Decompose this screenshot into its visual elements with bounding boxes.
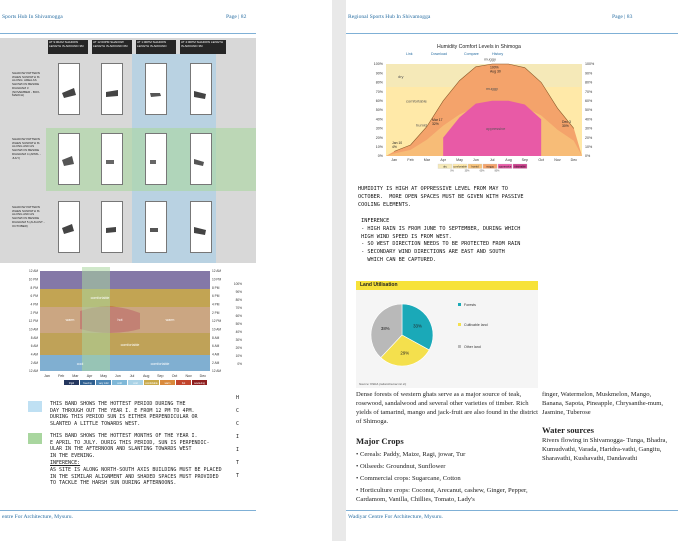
sun-legend-label: cool — [133, 381, 138, 385]
sun-right-tick: 2 PM — [212, 310, 220, 315]
humidity-y-tick-right: 90% — [585, 71, 593, 76]
pie-legend-label: Other land — [464, 345, 481, 349]
humidity-y-tick-right: 40% — [585, 117, 593, 122]
sun-right-tick: 10 AM — [212, 327, 222, 332]
humidity-month-label: Oct — [538, 158, 544, 162]
sun-left-tick: 6 AM — [30, 344, 38, 349]
blue-band-legend-swatch — [28, 401, 42, 412]
humidity-note: HUMIDITY IS HIGH AT OPPRESSIVE LEVEL FROM MAY TO OCTOBER. MORE OPEN SPACES MUST BE GIVEN WITH PASSIVE COOLING ELEMENTS. — [358, 186, 524, 208]
land-pie-svg — [356, 290, 538, 388]
crop-item-1: • Cereals: Paddy, Maize, Ragi, jowar, Tur — [356, 451, 466, 458]
sun-right-tick: 4 PM — [212, 302, 220, 307]
shadow-mark-r1c1 — [62, 88, 76, 98]
green-band-legend-swatch — [28, 433, 42, 444]
sun-left-tick: 4 AM — [30, 352, 38, 357]
humidity-y-tick-right: 60% — [585, 99, 593, 103]
humidity-month-label: Dec — [570, 158, 578, 162]
sun-band-label: cool — [76, 362, 84, 366]
humidity-band-label: humid — [416, 122, 427, 128]
humidity-y-tick-left: 70% — [375, 89, 383, 94]
water-sources-heading: Water sources — [542, 425, 594, 435]
shadow-col-header-3: AT 1:00PM SHADOW LENGTH IS AROUND — [136, 40, 176, 54]
humidity-annotation-label: 100% — [490, 65, 499, 70]
edge-letter-6: T — [236, 460, 240, 466]
edge-letter-2: C — [236, 408, 240, 414]
humidity-annotation-label: Mar 17 — [432, 118, 443, 123]
shadow-mark-r2c4 — [194, 159, 204, 166]
humidity-legend-label: dry — [443, 165, 447, 169]
sun-legend-label: comfortable — [145, 381, 158, 385]
humidity-y-tick-right: 50% — [585, 108, 593, 113]
pie-slice-label: 33% — [413, 323, 422, 329]
humidity-legend-label: comfortable — [453, 165, 467, 169]
right-footer-rule — [346, 510, 678, 511]
sun-right-tick: 6 AM — [212, 344, 220, 349]
edge-letter-4: I — [236, 434, 240, 440]
humidity-band-label: comfortable — [406, 98, 427, 104]
sun-band-label: warm — [165, 318, 175, 322]
humidity-annotation-value: Aug 30 — [490, 69, 501, 74]
humidity-legend-value: 0% — [450, 169, 454, 173]
shadow-mark-r3c3 — [150, 228, 158, 232]
shadow-row-label-3: SHADOW PATTERN WHEN SUNPATH IS ALONG AND AS SHOWN IN BESIDE DIAGRAM 5 (AUGUST - OCTOBER) — [12, 205, 45, 228]
edge-letter-3: C — [236, 421, 240, 427]
shadow-mark-r2c1 — [62, 156, 74, 166]
toolbar-download[interactable]: Download — [431, 52, 447, 56]
sun-right-tick: 4 AM — [212, 352, 220, 357]
shadow-col-header-4: AT 4:00PM SHADOW LENGTH IS AROUND 3M — [180, 40, 226, 54]
sun-left-tick: 12 AM — [28, 269, 38, 274]
sun-left-tick: 12 AM — [28, 369, 38, 374]
humidity-legend-value: 60% — [479, 169, 485, 173]
left-footer: entre For Architecture, Mysuru. — [2, 514, 73, 520]
humidity-chart-title: Humidity Comfort Levels in Shimoga — [437, 44, 521, 50]
shadow-mark-r3c4 — [194, 227, 206, 235]
left-header-rule — [0, 33, 256, 34]
sun-legend-label: warm — [164, 381, 171, 385]
toolbar-compare[interactable]: Compare — [464, 52, 479, 56]
sun-right-tick: 8 PM — [212, 285, 220, 290]
toolbar-history[interactable]: History — [492, 52, 504, 56]
humidity-annotation-value: 30% — [562, 123, 569, 128]
edge-letter-5: I — [236, 447, 240, 453]
left-header-page-number: Page | 82 — [226, 14, 247, 20]
sun-legend-label: cold — [117, 381, 122, 385]
humidity-band-label: muggy — [486, 85, 499, 91]
sun-legend-label: sweltering — [194, 381, 205, 385]
humidity-month-label: Jan — [391, 158, 398, 162]
humidity-y-tick-left: 20% — [375, 135, 383, 140]
sun-right-tick: 2 AM — [212, 360, 220, 365]
sun-month-label: Oct — [171, 374, 178, 378]
humidity-y-tick-right: 0% — [585, 154, 591, 159]
col1-intro: Dense forests of western ghats serve as a major source of teak, rosewood, sandalwood and several other varieties of timber. Rich yields of tamarind, mango and jack-fruit are also found in the district of Shimoga. — [356, 391, 539, 425]
shadow-mark-r2c2 — [106, 160, 114, 164]
humidity-y-tick-right: 80% — [585, 80, 593, 85]
sun-pct-tick: 0% — [237, 362, 242, 366]
humidity-month-label: Jul — [489, 158, 495, 162]
left-inference-text: AS SITE IS ALONG NORTH-SOUTH AXIS BUILDING MUST BE PLACED IN THE SIMILAR ALIGNMENT AND SHADED SPACES MUST PROVIDED TO TACKLE THE HARSH SUN DURING AFTERNOONS. — [50, 467, 222, 487]
sun-temperature-chart — [14, 267, 244, 390]
sun-left-tick: 6 PM — [30, 294, 38, 299]
sun-band-label: comfortable — [150, 362, 170, 366]
crop-item-3: • Commercial crops: Sugarcane, Cotton — [356, 475, 461, 482]
pie-source: Source: KSDA (raitamitra.kar.nic.in) — [359, 382, 407, 386]
sun-pct-tick: 10% — [235, 354, 242, 358]
shadow-mark-r2c3 — [150, 160, 156, 164]
humidity-month-label: Sep — [521, 158, 529, 162]
humidity-annotation-value: 32% — [432, 122, 439, 127]
sun-band-label: comfortable — [120, 343, 140, 347]
shadow-marks — [0, 38, 256, 263]
sun-month-label: Sep — [157, 374, 164, 378]
right-footer: Wadiyar Centre For Architecture, Mysuru. — [348, 514, 443, 520]
humidity-month-label: Aug — [505, 158, 512, 162]
humidity-month-label: Apr — [440, 158, 446, 162]
humidity-band-label: muggy — [484, 56, 497, 62]
crop-item-4: • Horticulture crops: Coconut, Arecanut, cashew, Ginger, Pepper, Cardamom, Vanilla, Chillies, Tomato, Lady's — [356, 487, 528, 503]
cropped-edge-letters — [236, 392, 239, 483]
sun-left-tick: 8 AM — [30, 335, 38, 340]
sun-right-tick: 12 PM — [212, 319, 222, 324]
blue-band-note: THIS BAND SHOWS THE HOTTEST PERIOD DURING THE DAY THROUGH OUT THE YEAR I. E FROM 12 PM TO 4PM. DURING THIS PERIOD SUN IS EITHER PERPENDICULAR OR SLANTED A LITTLE TOWARDS WEST. — [50, 401, 198, 427]
sun-green-overlay — [82, 267, 110, 371]
humidity-legend-value: 80% — [494, 169, 500, 173]
left-footer-rule — [0, 510, 256, 511]
sun-pct-tick: 70% — [235, 306, 242, 310]
pie-slice-label: 29% — [400, 350, 410, 356]
sun-band-label: hot — [117, 318, 123, 322]
pie-legend-swatch — [458, 345, 461, 348]
humidity-legend-label: oppressive — [498, 165, 512, 169]
land-utilisation-title: Land Utilisation — [356, 281, 538, 290]
land-utilisation-panel — [356, 281, 538, 388]
sun-pct-tick: 100% — [233, 282, 242, 286]
sun-month-label: Mar — [72, 374, 79, 378]
sun-legend-label: very cold — [98, 381, 109, 385]
humidity-y-tick-left: 0% — [377, 154, 383, 159]
sun-band-label: comfortable — [90, 296, 110, 300]
sun-left-tick: 10 AM — [28, 327, 38, 332]
shadow-pattern-table — [0, 38, 256, 263]
right-header-page-number: Page | 83 — [612, 14, 633, 20]
edge-letter-7: T — [236, 473, 240, 479]
toolbar-link[interactable]: Link — [406, 52, 413, 56]
sun-right-tick: 8 AM — [212, 335, 220, 340]
shadow-col-header-1: AT 9:00AM SHADOW LENGTH IS AROUND 3M — [48, 40, 88, 54]
sun-month-label: Jan — [44, 374, 50, 378]
sun-pct-tick: 50% — [235, 322, 242, 326]
humidity-legend-label: humid — [471, 165, 479, 169]
right-page — [346, 0, 678, 541]
sun-band-dawn — [40, 355, 210, 371]
sun-month-label: Aug — [142, 374, 150, 378]
humidity-month-label: Nov — [554, 158, 561, 162]
shadow-mark-r1c4 — [194, 91, 206, 99]
right-header-title: Regional Sports Hub In Shivamogga — [348, 14, 431, 20]
sun-month-label: Nov — [185, 374, 192, 378]
shadow-mark-r3c1 — [62, 224, 74, 234]
sun-month-label: Jun — [114, 374, 121, 378]
sun-month-label: Apr — [86, 374, 93, 378]
sun-pct-tick: 40% — [235, 330, 242, 334]
sun-band-label: warm — [65, 318, 75, 322]
humidity-y-tick-left: 40% — [375, 117, 383, 122]
humidity-y-tick-left: 80% — [375, 80, 383, 85]
humidity-y-tick-right: 100% — [585, 62, 595, 67]
sun-right-tick: 10 PM — [212, 277, 222, 282]
humidity-y-tick-left: 90% — [375, 71, 383, 76]
sun-chart-svg — [14, 267, 244, 390]
left-header-title: Sports Hub In Shivamogga — [2, 14, 63, 20]
humidity-chart — [356, 40, 602, 173]
humidity-legend-label: miserable — [514, 165, 526, 169]
green-band-note: THIS BAND SHOWS THE HOTTEST MONTHS OF THE YEAR I. E APRIL TO JULY. DURIG THIS PERIOD, SUN IS PERPENDIC- ULAR IN THE AFTERNOON AND SLANTING TOWARDS WEST IN THE EVENING. — [50, 433, 210, 459]
right-header-rule — [346, 33, 678, 34]
water-sources-text: Rivers flowing in Shivamogga- Tunga, Bhadra, Kumudvathi, Varada, Haridra-vathi, Gangitu, Sharavathi, Kushavathi, Dandavathi — [542, 437, 668, 462]
humidity-annotation-value: 4% — [392, 145, 397, 150]
sun-month-label: Dec — [199, 374, 207, 378]
shadow-mark-r3c2 — [106, 227, 116, 233]
sun-left-tick: 2 AM — [30, 360, 38, 365]
humidity-band-label: dry — [398, 73, 404, 79]
sun-legend-label: freezing — [83, 381, 92, 385]
humidity-y-tick-right: 30% — [585, 126, 593, 131]
humidity-y-tick-left: 100% — [373, 62, 383, 67]
humidity-annotation-label: Dec 3 — [562, 119, 571, 124]
humidity-chart-svg — [356, 40, 602, 173]
sun-month-label: Jul — [129, 374, 135, 378]
right-inference: INFERENCE - HIGH RAIN IS FROM JUNE TO SEPTEMBER, DURING WHICH HIGH WIND SPEED IS FROM WEST. - SO WEST DIRECTION NEEDS TO BE PROTECTED FROM RAIN - SECONDARY WIND DIRECTIONS ARE EAST AND SOUTH WHICH CAN BE CAPTURED. — [361, 218, 521, 263]
pie-legend-swatch — [458, 303, 461, 306]
sun-pct-tick: 90% — [235, 290, 242, 294]
humidity-y-tick-right: 10% — [585, 145, 593, 149]
sun-month-label: May — [100, 374, 108, 378]
humidity-annotation-label: Jan 10 — [392, 141, 403, 146]
humidity-y-tick-left: 60% — [375, 99, 383, 103]
sun-legend-label: frigid — [68, 381, 75, 385]
pie-legend-label: Cultivable land — [464, 323, 488, 327]
sun-left-tick: 10 PM — [28, 277, 38, 282]
humidity-month-label: Mar — [423, 158, 430, 162]
shadow-mark-r1c3 — [150, 93, 161, 97]
sun-pct-tick: 60% — [235, 314, 242, 318]
sun-band-evening — [40, 289, 210, 307]
shadow-mark-r1c2 — [106, 90, 118, 97]
humidity-y-tick-left: 50% — [375, 108, 383, 113]
sun-left-tick: 4 PM — [30, 302, 38, 307]
humidity-month-label: Feb — [407, 158, 414, 162]
pie-slice-label: 38% — [380, 325, 390, 331]
pie-legend-label: Forests — [464, 303, 476, 307]
humidity-legend-label: muggy — [486, 165, 494, 169]
sun-left-tick: 12 PM — [28, 319, 38, 324]
humidity-y-tick-left: 10% — [375, 145, 383, 149]
sun-legend-label: hot — [181, 381, 186, 385]
pie-legend-swatch — [458, 323, 461, 326]
edge-letter-1: H — [236, 395, 240, 401]
humidity-y-tick-right: 70% — [585, 89, 593, 94]
sun-right-tick: 6 PM — [212, 294, 220, 299]
sun-pct-tick: 20% — [235, 346, 242, 350]
col2-intro: finger, Watermelon, Muskmelon, Mango, Banana, Sapota, Pineapple, Chrysanthe-mum, Jasmine, Tuberose — [542, 391, 664, 416]
humidity-month-label: May — [456, 158, 463, 162]
sun-right-tick: 12 AM — [212, 369, 222, 374]
humidity-y-tick-right: 20% — [585, 135, 593, 140]
sun-right-tick: 12 AM — [212, 269, 222, 274]
sun-month-label: Feb — [58, 374, 65, 378]
humidity-band-label: oppressive — [486, 126, 506, 132]
crop-item-2: • Oilseeds: Groundnut, Sunflower — [356, 463, 446, 470]
sun-left-tick: 8 PM — [30, 285, 38, 290]
shadow-col-header-2: AT 12:00PM SHADOW LENGTH IS AROUND 0M — [92, 40, 132, 54]
humidity-y-tick-left: 30% — [375, 126, 383, 131]
sun-pct-tick: 30% — [235, 338, 242, 342]
sun-left-tick: 2 PM — [30, 310, 38, 315]
sun-pct-tick: 80% — [235, 298, 242, 302]
shadow-row-label-2: SHADOW PATTERN WHEN SUNPATH IS ALONG AND AS SHOWN IN BESIDE DIAGRAM 4 (APRIL - JULY) — [12, 137, 41, 160]
major-crops-heading: Major Crops — [356, 436, 404, 446]
humidity-month-label: Jun — [472, 158, 479, 162]
left-page — [0, 0, 332, 541]
shadow-row-label-1: SHADOW PATTERN WHEN SUNPATH IS ALONG: AREA AS SHOWN IN BESIDE DIAGRAM 3 (NOVEMBER - BOX-MARCH) — [12, 71, 41, 98]
left-inference-label: INFERENCE: — [50, 460, 81, 466]
humidity-legend-value: 30% — [464, 169, 470, 173]
